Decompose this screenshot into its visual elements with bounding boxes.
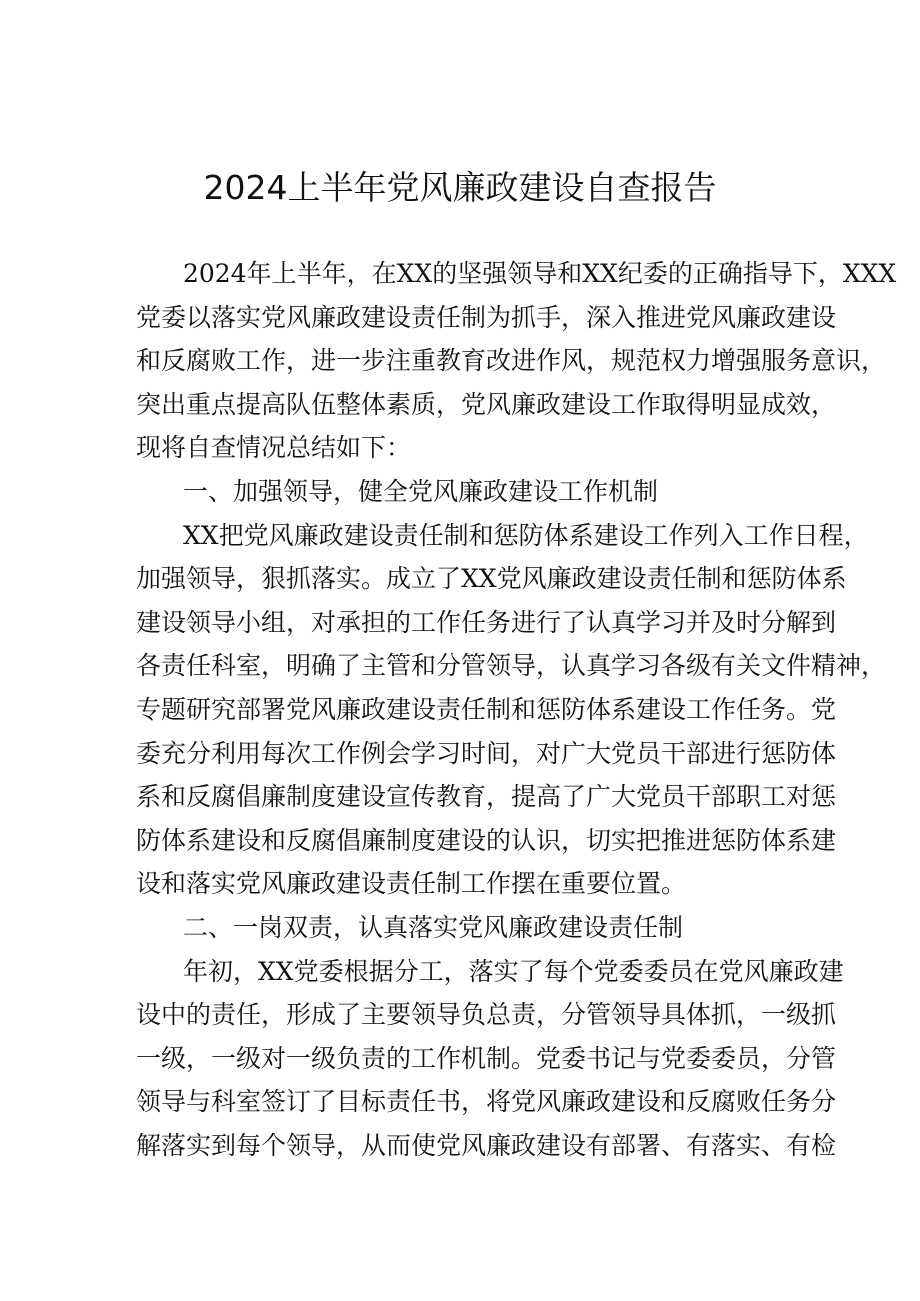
paragraph-line: 加强领导，狠抓落实。成立了XX党风廉政建设责任制和惩防体系 (136, 564, 847, 594)
section-heading: 一、加强领导，健全党风廉政建设工作机制 (183, 476, 659, 506)
paragraph-line: 设和落实党风廉政建设责任制工作摆在重要位置。 (136, 869, 687, 899)
paragraph-line: 委充分利用每次工作例会学习时间，对广大党员干部进行惩防体 (136, 738, 837, 768)
paragraph-line: 党委以落实党风廉政建设责任制为抓手，深入推进党风廉政建设 (136, 302, 837, 332)
paragraph-line: 突出重点提高队伍整体素质，党风廉政建设工作取得明显成效， (136, 389, 837, 419)
paragraph-line: 建设领导小组，对承担的工作任务进行了认真学习并及时分解到 (136, 607, 837, 637)
paragraph-line: 领导与科室签订了目标责任书，将党风廉政建设和反腐败任务分 (136, 1087, 837, 1117)
paragraph-line: 2024年上半年，在XX的坚强领导和XX纪委的正确指导下，XXX (183, 259, 897, 288)
paragraph-line: 一级，一级对一级负责的工作机制。党委书记与党委委员，分管 (136, 1043, 837, 1073)
paragraph-line: 现将自查情况总结如下： (136, 433, 412, 463)
document-title: 2024上半年党风廉政建设自查报告 (203, 168, 717, 207)
paragraph (136, 950, 844, 1168)
paragraph-line: 解落实到每个领导，从而使党风廉政建设有部署、有落实、有检 (136, 1130, 837, 1160)
paragraph-line: 和反腐败工作，进一步注重教育改进作风，规范权力增强服务意识， (136, 346, 887, 376)
paragraph (136, 252, 897, 470)
paragraph-line: 防体系建设和反腐倡廉制度建设的认识，切实把推进惩防体系建 (136, 825, 837, 855)
paragraph-line: 系和反腐倡廉制度建设宣传教育，提高了广大党员干部职工对惩 (136, 782, 837, 812)
paragraph-line: XX把党风廉政建设责任制和惩防体系建设工作列入工作日程， (183, 520, 869, 550)
section-heading: 二、一岗双责，认真落实党风廉政建设责任制 (183, 912, 684, 942)
paragraph-line: 年初，XX党委根据分工，落实了每个党委委员在党风廉政建 (183, 956, 844, 986)
paragraph-line: 专题研究部署党风廉政建设责任制和惩防体系建设工作任务。党 (136, 694, 837, 724)
paragraph-line: 设中的责任，形成了主要领导负总责，分管领导具体抓，一级抓 (136, 1000, 837, 1030)
paragraph (136, 514, 887, 906)
document-body (136, 252, 897, 1167)
paragraph-line: 各责任科室，明确了主管和分管领导，认真学习各级有关文件精神， (136, 651, 887, 681)
